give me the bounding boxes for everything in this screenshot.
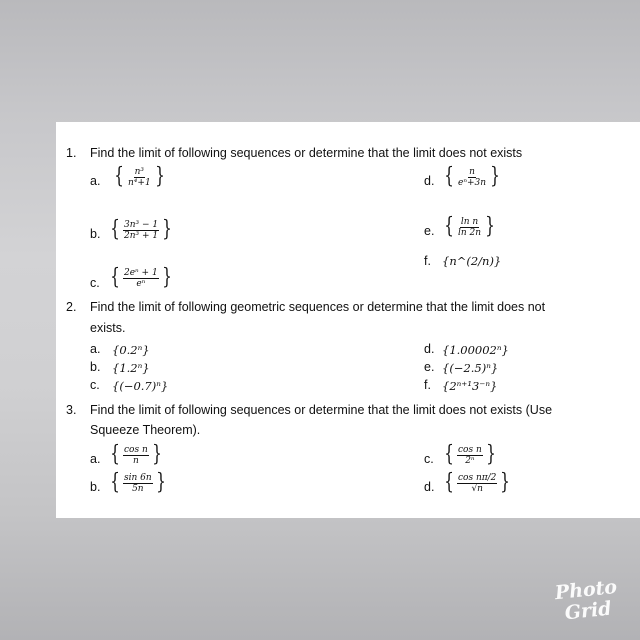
q1-d-expression: { $\frac{n}{\text{eⁿ+3n}}$ }	[444, 164, 500, 189]
q1-b-expression: { $\frac{\text{3n³ − 1}}{\text{2n³ + 1}}$ }	[110, 217, 173, 242]
q1-d-denominator: eⁿ+3n	[458, 177, 487, 188]
q1-a-denominator: n⁴+1	[128, 177, 151, 188]
q2-a-label: a.	[90, 342, 101, 356]
q2-d-label: d.	[424, 342, 435, 356]
q1-a-numerator: n³	[134, 166, 145, 177]
q3-text-line2: Squeeze Theorem).	[90, 423, 201, 437]
q1-number: 1.	[66, 146, 77, 160]
q2-e-label: e.	[424, 360, 435, 374]
q3-d-numerator: cos nπ/2	[458, 472, 497, 483]
q3-c-label: c.	[424, 452, 434, 466]
q3-a-expression: { $\frac{\text{cos n}}{n}$ }	[110, 442, 162, 467]
q1-d-numerator: n	[469, 166, 475, 177]
q2-a-expression: {0.2ⁿ}	[112, 343, 150, 357]
q3-c-expression: { $\frac{\text{cos n}}{\text{2ⁿ}}$ }	[444, 442, 496, 467]
q1-b-label: b.	[90, 227, 101, 241]
q2-d-expression: {1.00002ⁿ}	[442, 343, 509, 357]
q1-d-label: d.	[424, 174, 435, 188]
q2-e-expression: {(−2.5)ⁿ}	[442, 361, 499, 375]
q2-text-line1: Find the limit of following geometric sequences or determine that the limit does not	[90, 300, 546, 314]
q3-b-label: b.	[90, 480, 101, 494]
q2-f-expression: {2ⁿ⁺¹3⁻ⁿ}	[442, 379, 498, 393]
q3-b-expression: { $\frac{\sin 6n}{5n}$ }	[110, 470, 166, 495]
q3-c-numerator: cos n	[458, 444, 482, 455]
q1-b-denominator: 2n³ + 1	[124, 230, 159, 241]
q3-number: 3.	[66, 403, 77, 417]
q1-c-expression: { $\frac{\text{2eⁿ + 1}}{\text{eⁿ}}$ }	[110, 265, 172, 290]
q1-c-label: c.	[90, 276, 100, 290]
q2-text-line2: exists.	[90, 321, 126, 335]
q1-e-label: e.	[424, 224, 435, 238]
q3-text-line1: Find the limit of following sequences or determine that the limit does not exists (Use	[90, 403, 553, 417]
q3-d-label: d.	[424, 480, 435, 494]
q2-b-expression: {1.2ⁿ}	[112, 361, 150, 375]
q1-e-denominator: ln 2n	[458, 227, 482, 238]
q1-c-denominator: eⁿ	[136, 278, 146, 289]
q1-a-expression: { $\frac{\text{n³}}{\text{n⁴+1}}$ }	[114, 164, 165, 189]
q1-e-numerator: ln n	[460, 216, 479, 227]
q1-text: Find the limit of following sequences or determine that the limit does not exists	[90, 146, 523, 160]
q1-e-expression: { $\frac{\text{ln n}}{\ln 2n}$ }	[444, 214, 495, 239]
watermark-line2: Grid	[563, 597, 613, 625]
q2-number: 2.	[66, 300, 77, 314]
q3-d-denominator: √n	[471, 483, 483, 494]
q2-b-label: b.	[90, 360, 101, 374]
worksheet-page	[56, 122, 640, 518]
q1-f-expression: {n^(2/n)}	[442, 254, 502, 268]
watermark-line1: Photo	[553, 575, 618, 605]
q3-b-denominator: 5n	[132, 483, 144, 494]
q3-b-numerator: sin 6n	[124, 472, 152, 483]
q3-a-numerator: cos n	[124, 444, 148, 455]
q1-a-label: a.	[90, 174, 101, 188]
q2-f-label: f.	[424, 378, 431, 392]
photogrid-watermark-logo	[554, 577, 620, 625]
q3-d-expression: { $\frac{\text{cos nπ/2}}{√n}$ }	[444, 470, 511, 495]
q1-b-numerator: 3n³ − 1	[124, 219, 159, 230]
q2-c-expression: {(−0.7)ⁿ}	[112, 379, 169, 393]
q1-f-label: f.	[424, 254, 431, 268]
q2-c-label: c.	[90, 378, 100, 392]
q3-c-denominator: 2ⁿ	[465, 455, 475, 466]
q3-a-label: a.	[90, 452, 101, 466]
q3-a-denominator: n	[132, 455, 139, 466]
q1-c-numerator: 2eⁿ + 1	[124, 267, 158, 278]
